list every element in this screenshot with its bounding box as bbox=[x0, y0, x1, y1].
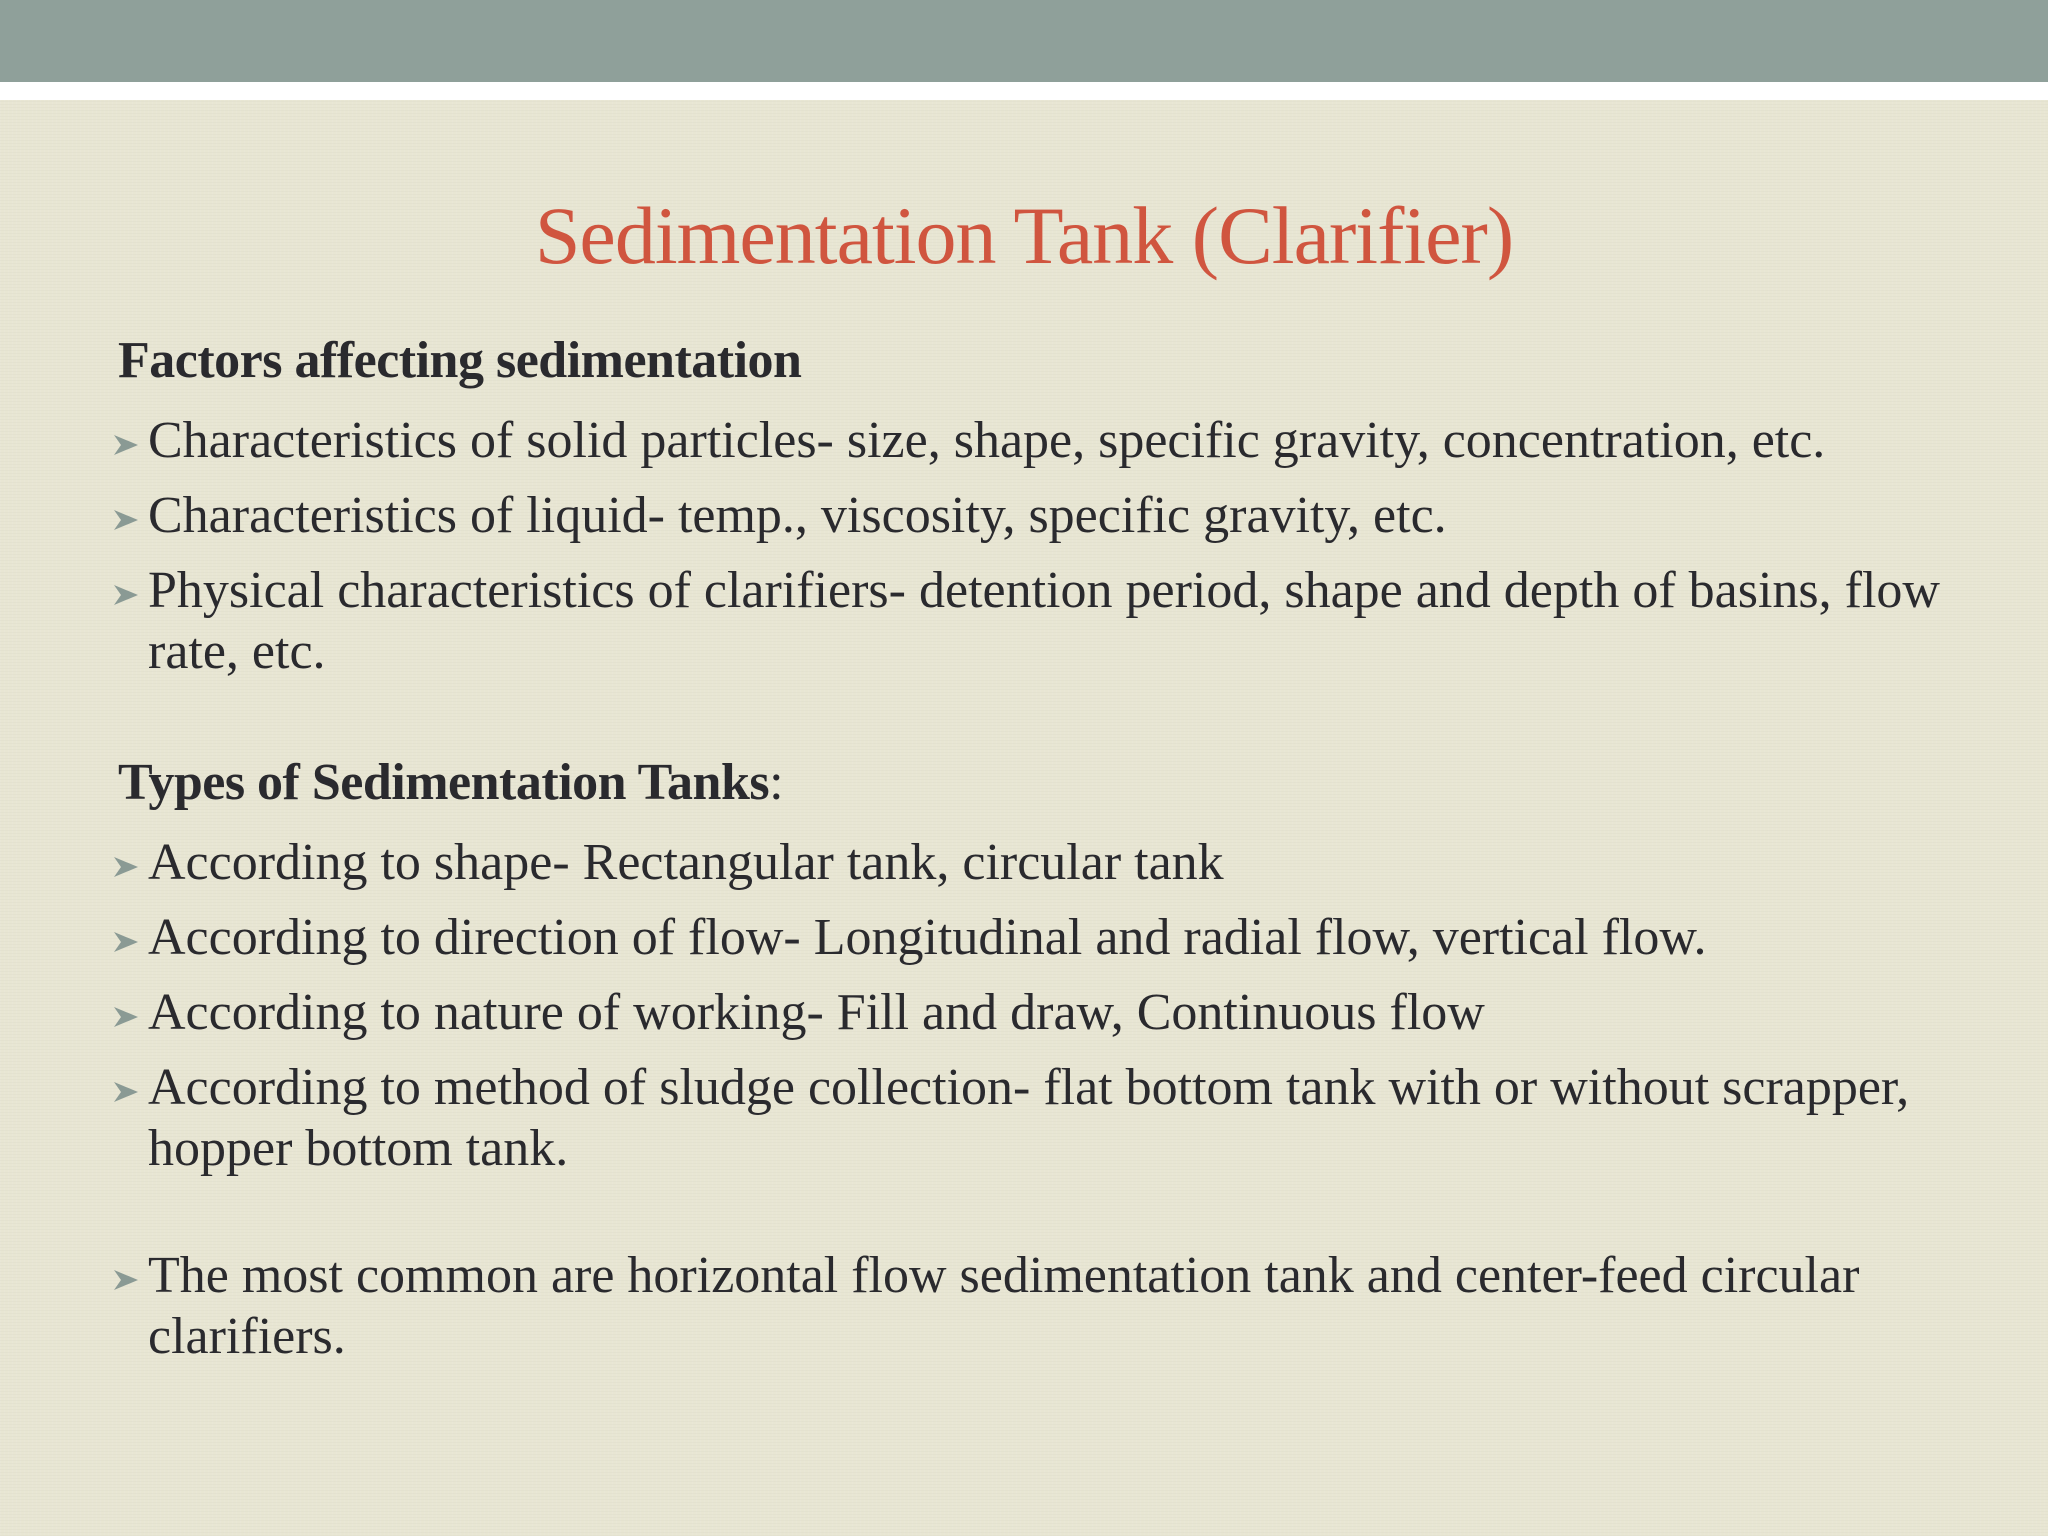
factors-list bbox=[112, 410, 1992, 682]
bullet-text: According to method of sludge collection- flat bottom tank with or without scrapper, hopper bottom tank. bbox=[148, 1059, 1910, 1177]
bullet-text: Characteristics of solid particles- size, shape, specific gravity, concentration, etc. bbox=[148, 412, 1826, 469]
arrowhead-bullet-icon bbox=[112, 1079, 140, 1105]
bullet-text: According to nature of working- Fill and draw, Continuous flow bbox=[148, 984, 1485, 1041]
section-heading-text: Factors affecting sedimentation bbox=[118, 332, 802, 389]
list-item bbox=[112, 410, 1992, 471]
section-gap bbox=[112, 1179, 1992, 1245]
bullet-text: Characteristics of liquid- temp., viscosity, specific gravity, etc. bbox=[148, 487, 1447, 544]
arrowhead-bullet-icon bbox=[112, 1004, 140, 1030]
list-item bbox=[112, 982, 1992, 1043]
list-item bbox=[112, 1245, 1992, 1367]
arrowhead-bullet-icon bbox=[112, 929, 140, 955]
section-heading-factors bbox=[118, 326, 1992, 396]
bullet-text: Physical characteristics of clarifiers- detention period, shape and depth of basins, flow rate, etc. bbox=[148, 562, 1940, 680]
slide-title: Sedimentation Tank (Clarifier) bbox=[534, 190, 1514, 281]
header-divider bbox=[0, 82, 2048, 100]
header-band bbox=[0, 0, 2048, 82]
arrowhead-bullet-icon bbox=[112, 1267, 140, 1293]
types-list bbox=[112, 832, 1992, 1179]
arrowhead-bullet-icon bbox=[112, 432, 140, 458]
slide-body bbox=[112, 326, 1992, 1367]
bullet-text: The most common are horizontal flow sedimentation tank and center-feed circular clarifiers. bbox=[148, 1247, 1860, 1365]
section-heading-types bbox=[118, 748, 1992, 818]
section-heading-text: Types of Sedimentation Tanks bbox=[118, 754, 770, 811]
list-item bbox=[112, 560, 1992, 682]
list-item bbox=[112, 485, 1992, 546]
list-item bbox=[112, 1057, 1992, 1179]
list-item bbox=[112, 832, 1992, 893]
section-gap bbox=[112, 682, 1992, 748]
arrowhead-bullet-icon bbox=[112, 507, 140, 533]
arrowhead-bullet-icon bbox=[112, 854, 140, 880]
closing-list bbox=[112, 1245, 1992, 1367]
bullet-text: According to direction of flow- Longitudinal and radial flow, vertical flow. bbox=[148, 909, 1707, 966]
arrowhead-bullet-icon bbox=[112, 582, 140, 608]
list-item bbox=[112, 907, 1992, 968]
bullet-text: According to shape- Rectangular tank, circular tank bbox=[148, 834, 1224, 891]
heading-colon: : bbox=[769, 754, 784, 811]
